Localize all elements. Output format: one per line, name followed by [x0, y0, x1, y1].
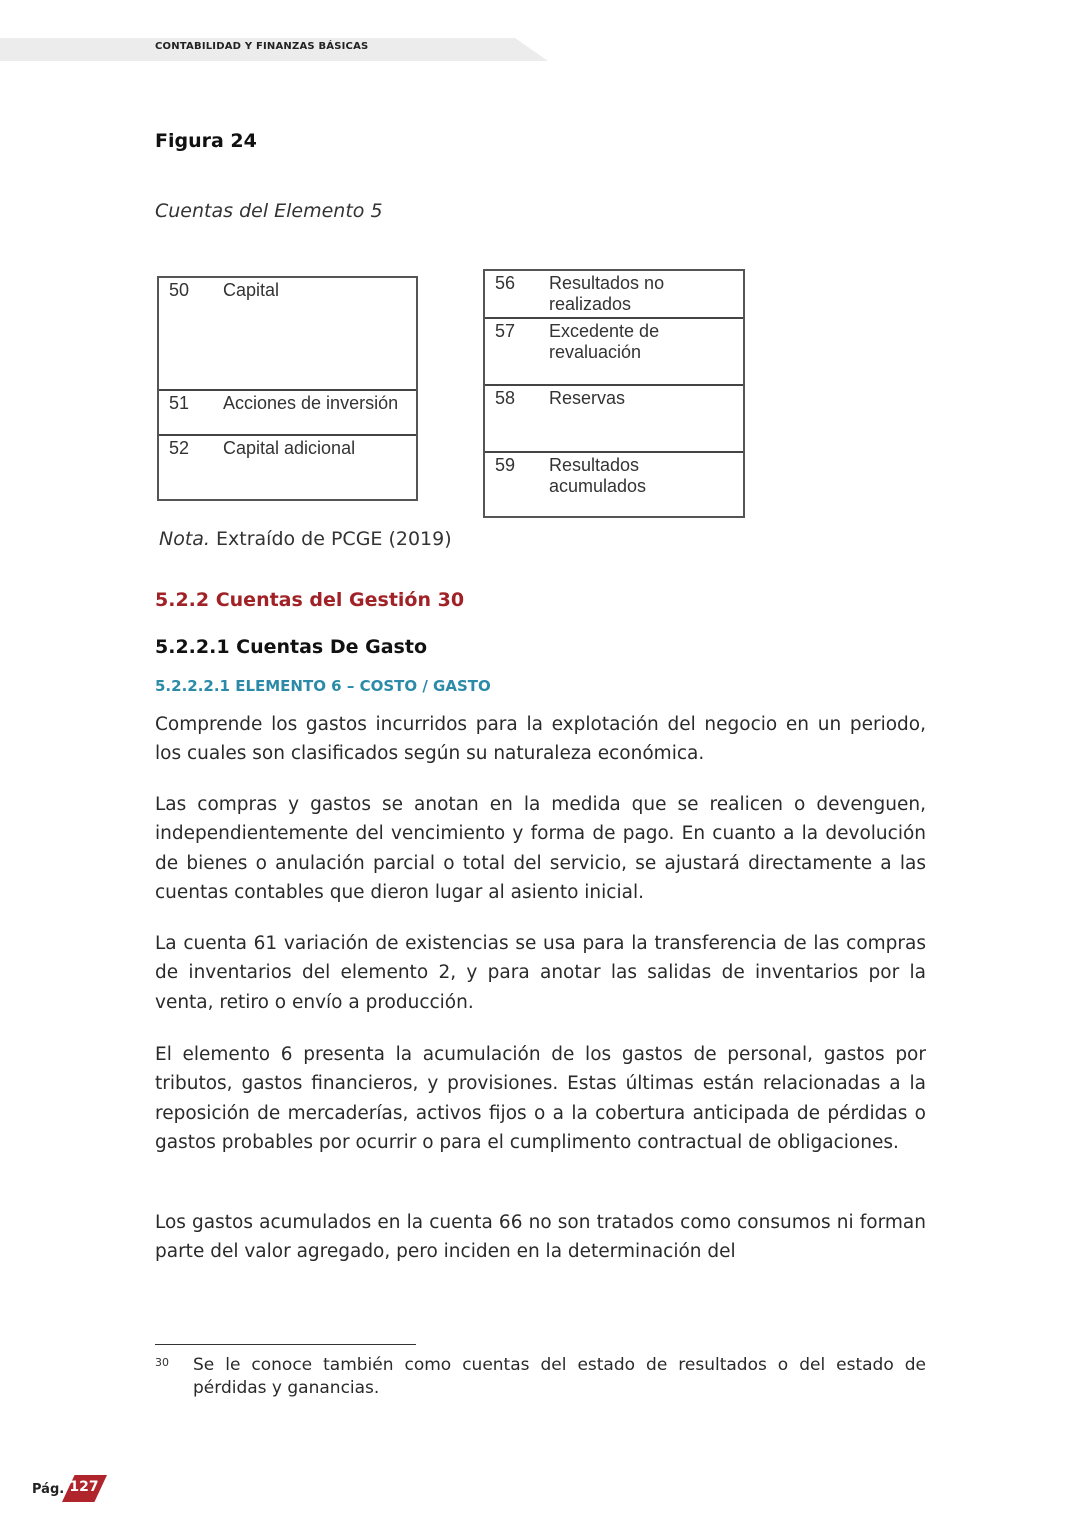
account-row	[159, 278, 416, 389]
account-code: 52	[169, 438, 190, 458]
account-code: 51	[169, 393, 190, 413]
note-text: Extraído de PCGE (2019)	[209, 528, 452, 550]
body-paragraph: Los gastos acumulados en la cuenta 66 no son tratados como consumos ni forman parte del valor agregado, pero inciden en la determinación del	[155, 1212, 926, 1263]
account-name: Excedente de revaluación	[549, 321, 660, 362]
figure-label: Figura 24	[155, 130, 257, 152]
footnote-text: Se le conoce también como cuentas del estado de resultados o del estado de pérdidas y ganancias.	[193, 1355, 926, 1398]
accounts-table-right	[483, 269, 745, 518]
account-name: Capital	[223, 280, 280, 300]
account-code: 50	[169, 280, 190, 300]
footnote-rule	[155, 1344, 416, 1345]
account-row	[485, 317, 743, 384]
running-header: CONTABILIDAD Y FINANZAS BÁSICAS	[155, 41, 369, 52]
account-code: 59	[495, 455, 516, 475]
account-row	[485, 451, 743, 516]
accounts-table-left	[157, 276, 418, 501]
figure-note	[159, 528, 452, 550]
footnote-number: 30	[155, 1356, 169, 1369]
account-name: Resultados no realizados	[549, 273, 665, 314]
subsubsection-heading: 5.2.2.2.1 ELEMENTO 6 – COSTO / GASTO	[155, 677, 491, 695]
account-code: 56	[495, 273, 516, 293]
body-paragraph: La cuenta 61 variación de existencias se usa para la transferencia de las compras de inventarios del elemento 2, y para anotar las salidas de inventarios por la venta, retiro o envío a producción.	[155, 933, 926, 1013]
body-paragraph: El elemento 6 presenta la acumulación de los gastos de personal, gastos por tributos, gastos financieros, y provisiones. Estas últimas están relacionadas a la reposición de mercaderías, activos fijos o a la cobertura anticipada de pérdidas o gastos probables por ocurrir o para el cumplimento contractual de obligaciones.	[155, 1044, 926, 1153]
subsection-heading: 5.2.2.1 Cuentas De Gasto	[155, 636, 427, 658]
account-name: Reservas	[549, 388, 626, 408]
account-code: 57	[495, 321, 516, 341]
page-label: Pág.	[32, 1482, 65, 1497]
account-row	[159, 389, 416, 434]
section-heading: 5.2.2 Cuentas del Gestión 30	[155, 589, 465, 611]
account-code: 58	[495, 388, 516, 408]
page-number: 127	[69, 1479, 99, 1495]
account-name: Acciones de inversión	[223, 393, 399, 413]
account-row	[485, 271, 743, 317]
account-row	[485, 384, 743, 451]
account-name: Capital adicional	[223, 438, 356, 458]
body-paragraph: Las compras y gastos se anotan en la medida que se realicen o devenguen, independientemente del vencimiento y forma de pago. En cuanto a la devolución de bienes o anulación parcial o total del servicio, se ajustará directamente a las cuentas contables que dieron lugar al asiento inicial.	[155, 794, 926, 903]
figure-caption: Cuentas del Elemento 5	[155, 200, 383, 222]
note-label: Nota.	[159, 528, 210, 550]
account-row	[159, 434, 416, 499]
body-paragraph: Comprende los gastos incurridos para la explotación del negocio en un periodo, los cuales son clasificados según su naturaleza económica.	[155, 714, 926, 765]
account-name: Resultados acumulados	[549, 455, 647, 496]
